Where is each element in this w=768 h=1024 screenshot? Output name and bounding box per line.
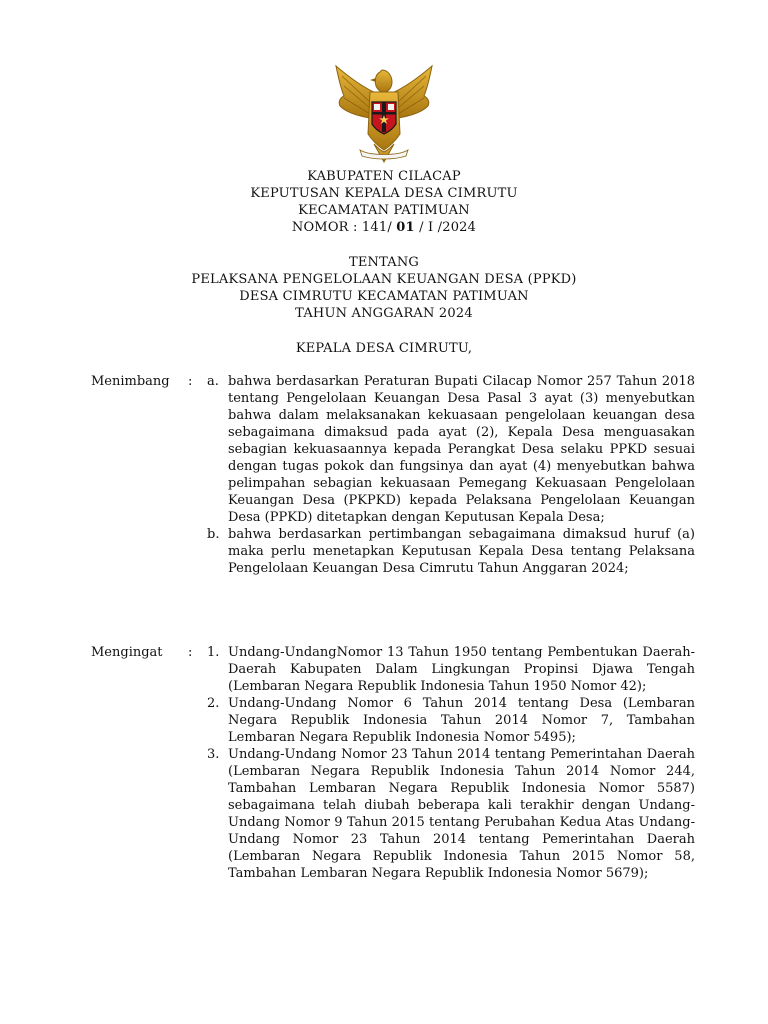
item-marker: 1. [207,645,220,660]
item-text: bahwa berdasarkan Peraturan Bupati Cilacap Nomor 257 Tahun 2018 tentang Pengelolaan Keuangan Desa Pasal 3 ayat (3) menyebutkan bahwa dalam melaksanakan kekuasaan pengelolaan keuangan desa sebagaimana dimaksud pada ayat (2), Kepala Desa menguasakan sebagian kekuasaannya kepada Perangkat Desa selaku PPKD sesuai dengan tugas pokok dan fungsinya dan ayat (4) menyebutkan bahwa pelimpahan sebagian kekuasaan Pemegang Kekuasaan Pengelolaan Keuangan Desa (PKPKD) kepada Pelaksana Pengelolaan Keuangan Desa (PPKD) ditetapkan dengan Keputusan Kepala Desa; [228,374,695,525]
subject-line-2: DESA CIMRUTU KECAMATAN PATIMUAN [239,289,529,304]
garuda-emblem-icon [330,58,438,166]
mengingat-section [91,644,695,882]
item-marker: 3. [207,747,220,762]
subject-line-1: PELAKSANA PENGELOLAAN KEUANGAN DESA (PPKD) [191,272,577,287]
item-marker: a. [207,374,219,389]
list-item [207,526,695,577]
list-item [207,746,695,882]
tentang-heading: TENTANG [348,255,420,270]
decree-number: NOMOR : 141/ 01 / I /2024 [291,220,477,235]
regency-name: KABUPATEN CILACAP [307,169,461,184]
item-marker: b. [207,527,220,542]
item-text: bahwa berdasarkan pertimbangan sebagaimana dimaksud huruf (a) maka perlu menetapkan Keputusan Kepala Desa tentang Pelaksana Pengelolaan Keuangan Desa Cimrutu Tahun Anggaran 2024; [228,527,695,576]
item-marker: 2. [207,696,220,711]
district-name: KECAMATAN PATIMUAN [298,203,470,218]
menimbang-label: Menimbang [91,374,170,389]
decree-number-bold: 01 [396,220,415,235]
list-item [207,373,695,526]
subject-line-3: TAHUN ANGGARAN 2024 [295,306,473,321]
mengingat-label: Mengingat [91,645,163,660]
document-header [0,168,768,357]
menimbang-colon: : [188,374,193,389]
item-text: Undang-Undang Nomor 6 Tahun 2014 tentang Desa (Lembaran Negara Republik Indonesia Tahun 2014 Nomor 7, Tambahan Lembaran Negara Republik Indonesia Nomor 5495); [228,696,695,745]
decree-title: KEPUTUSAN KEPALA DESA CIMRUTU [250,186,518,201]
list-item [207,695,695,746]
mengingat-colon: : [188,645,193,660]
menimbang-section [91,373,695,577]
item-text: Undang-UndangNomor 13 Tahun 1950 tentang Pembentukan Daerah-Daerah Kabupaten Dalam Lingkungan Propinsi Djawa Tengah (Lembaran Negara Republik Indonesia Tahun 1950 Nomor 42); [228,645,695,694]
item-text: Undang-Undang Nomor 23 Tahun 2014 tentang Pemerintahan Daerah (Lembaran Negara Republik Indonesia Tahun 2014 Nomor 244, Tambahan Lembaran Negara Republik Indonesia Nomor 5587) sebagaimana telah diubah beberapa kali terakhir dengan Undang-Undang Nomor 9 Tahun 2015 tentang Perubahan Kedua Atas Undang-Undang Nomor 23 Tahun 2014 tentang Pemerintahan Daerah (Lembaran Negara Republik Indonesia Tahun 2015 Nomor 58, Tambahan Lembaran Negara Republik Indonesia Nomor 5679); [228,747,695,881]
issuer-line: KEPALA DESA CIMRUTU, [295,341,473,356]
list-item [207,644,695,695]
